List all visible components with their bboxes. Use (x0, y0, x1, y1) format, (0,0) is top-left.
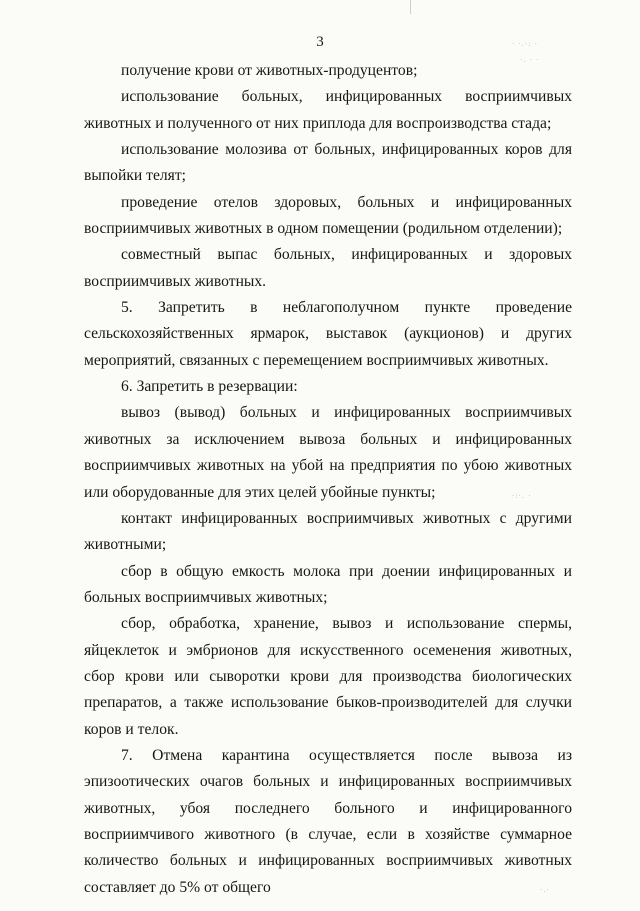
scan-noise: ·:·. · (512, 492, 532, 500)
paragraph-4: проведение отелов здоровых, больных и инфицированных восприимчивых животных в одном помещении (родильном отделении); (84, 193, 572, 238)
paragraph-2: использование больных, инфицированных восприимчивых животных и полученного от них приплода для воспроизводства стада; (84, 88, 572, 132)
document-body (84, 58, 572, 901)
scan-edge-mark (410, 0, 411, 14)
scan-noise: · ·.·: · (512, 40, 538, 48)
paragraph-12: 7. Отмена карантина осуществляется после вывоза из эпизоотических очагов больных и инфицированных восприимчивых животных, убоя последнего больного и инфицированного восприимчивого животного (в случае, если в хозяйстве суммарное количество больных и инфицированных восприимчивых животных составляет до 5% от общего (84, 746, 572, 896)
paragraph-3: использование молозива от больных, инфицированных коров для выпойки телят; (84, 141, 572, 185)
paragraph-11: сбор, обработка, хранение, вывоз и использование спермы, яйцеклеток и эмбрионов для искусственного осеменения животных, сбор крови или сыворотки крови для производства биологических препаратов, а также использование быков-производителей для случки коров и телок. (84, 615, 572, 738)
paragraph-6: 5. Запретить в неблагополучном пункте проведение сельскохозяйственных ярмарок, выставок (аукционов) и других мероприятий, связанных с перемещением восприимчивых животных. (84, 299, 572, 369)
paragraph-10: сбор в общую емкость молока при доении инфицированных и больных восприимчивых животных; (84, 562, 572, 606)
scan-noise: ·.· (540, 886, 550, 894)
paragraph-8: вывоз (вывод) больных и инфицированных восприимчивых животных за исключением вывоза больных и инфицированных восприимчивых животных на убой на предприятия по убою животных или оборудованные для этих целей убойные пункты; (84, 404, 572, 501)
paragraph-9: контакт инфицированных восприимчивых животных с другими животными; (84, 509, 572, 554)
paragraph-1: получение крови от животных-продуцентов; (121, 62, 418, 79)
scan-noise: ·. · · (520, 56, 540, 64)
page-number: 3 (316, 34, 324, 50)
paragraph-7: 6. Запретить в резервации: (121, 378, 298, 396)
paragraph-5: совместный выпас больных, инфицированных и здоровых восприимчивых животных. (84, 246, 572, 290)
